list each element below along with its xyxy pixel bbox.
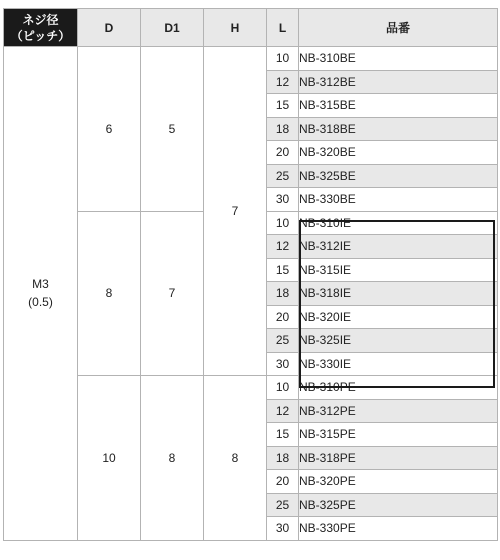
header-d: D: [78, 9, 141, 47]
length-cell: 18: [267, 282, 299, 306]
length-cell: 10: [267, 376, 299, 400]
d1-cell: 7: [141, 211, 204, 376]
part-number-cell: NB-310BE: [299, 47, 498, 71]
length-cell: 18: [267, 117, 299, 141]
length-cell: 25: [267, 164, 299, 188]
part-number-cell: NB-325BE: [299, 164, 498, 188]
header-l: L: [267, 9, 299, 47]
part-number-cell: NB-315IE: [299, 258, 498, 282]
part-number-cell: NB-318BE: [299, 117, 498, 141]
header-h: H: [204, 9, 267, 47]
part-number-cell: NB-318PE: [299, 446, 498, 470]
d1-cell: 5: [141, 47, 204, 212]
header-thread-pitch: [4, 9, 78, 47]
part-number-cell: NB-318IE: [299, 282, 498, 306]
part-number-cell: NB-315BE: [299, 94, 498, 118]
length-cell: 30: [267, 188, 299, 212]
d-cell: 6: [78, 47, 141, 212]
table-row: [4, 47, 498, 71]
part-number-cell: NB-320IE: [299, 305, 498, 329]
length-cell: 20: [267, 305, 299, 329]
part-number-cell: NB-315PE: [299, 423, 498, 447]
d-cell: 10: [78, 376, 141, 541]
thread-size-cell: [4, 47, 78, 541]
part-number-cell: NB-325PE: [299, 493, 498, 517]
spec-table-container: [3, 8, 497, 541]
length-cell: 10: [267, 211, 299, 235]
thread-pitch: (0.5): [28, 295, 53, 310]
part-number-cell: NB-312IE: [299, 235, 498, 259]
length-cell: 15: [267, 94, 299, 118]
length-cell: 12: [267, 399, 299, 423]
part-number-cell: NB-330PE: [299, 517, 498, 541]
header-pitch-label: （ピッチ）: [10, 28, 71, 43]
d1-cell: 8: [141, 376, 204, 541]
part-number-cell: NB-320PE: [299, 470, 498, 494]
part-number-cell: NB-310IE: [299, 211, 498, 235]
length-cell: 30: [267, 517, 299, 541]
h-cell: 7: [204, 47, 267, 376]
part-number-cell: NB-312BE: [299, 70, 498, 94]
table-row: [4, 376, 498, 400]
h-cell: 8: [204, 376, 267, 541]
part-number-cell: NB-312PE: [299, 399, 498, 423]
length-cell: 30: [267, 352, 299, 376]
part-number-cell: NB-320BE: [299, 141, 498, 165]
length-cell: 15: [267, 258, 299, 282]
length-cell: 15: [267, 423, 299, 447]
part-number-cell: NB-330IE: [299, 352, 498, 376]
length-cell: 20: [267, 470, 299, 494]
length-cell: 20: [267, 141, 299, 165]
length-cell: 25: [267, 329, 299, 353]
thread-size: M3: [32, 277, 49, 292]
length-cell: 10: [267, 47, 299, 71]
header-thread-label: ネジ径: [22, 12, 59, 27]
spec-table-body: [4, 47, 498, 541]
header-d1: D1: [141, 9, 204, 47]
header-part-number: 品番: [299, 9, 498, 47]
part-number-cell: NB-330BE: [299, 188, 498, 212]
d-cell: 8: [78, 211, 141, 376]
spec-table: [3, 8, 498, 541]
length-cell: 12: [267, 70, 299, 94]
length-cell: 12: [267, 235, 299, 259]
part-number-cell: NB-310PE: [299, 376, 498, 400]
header-row: [4, 9, 498, 47]
part-number-cell: NB-325IE: [299, 329, 498, 353]
length-cell: 25: [267, 493, 299, 517]
length-cell: 18: [267, 446, 299, 470]
